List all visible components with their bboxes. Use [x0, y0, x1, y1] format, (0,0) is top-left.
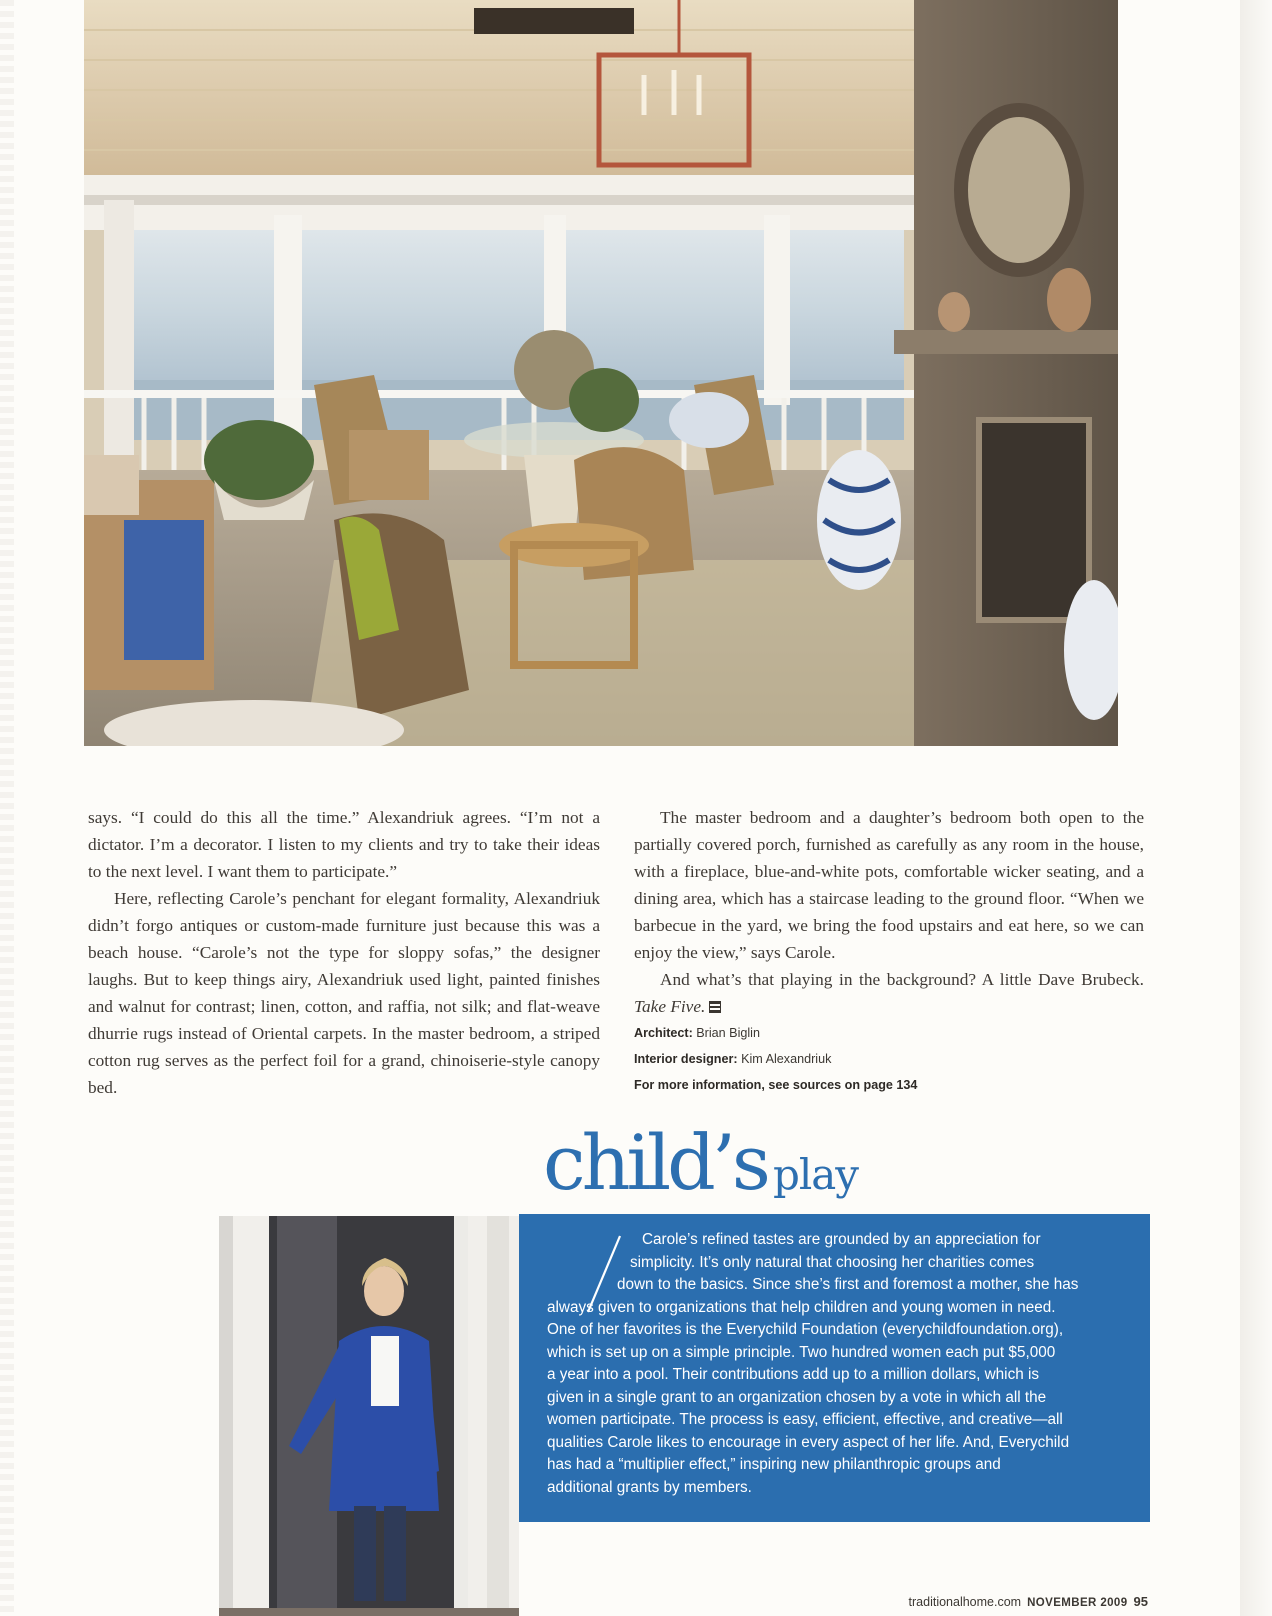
sidebar-line: always given to organizations that help children and young women in need. — [547, 1298, 1056, 1316]
portrait-photo — [219, 1216, 519, 1616]
page-shadow — [1240, 0, 1272, 1616]
architect-label: Architect: — [634, 1026, 693, 1040]
left-paragraph-2: Here, reflecting Carole’s penchant for elegant formality, Alexandriuk didn’t forgo antiques or custom-made furniture just because this was a beach house. “Carole’s not the type for sloppy sofas,” the designer laughs. But to keep things airy, Alexandriuk used light, painted finishes and walnut for contrast; linen, cotton, and raffia, not silk; and flat-weave dhurrie rugs instead of Oriental carpets. In the master bedroom, a striped cotton rug serves as the perfect foil for a grand, chinoiserie-style canopy bed. — [88, 889, 600, 1097]
designer-label: Interior designer: — [634, 1052, 738, 1066]
sidebar-text — [547, 1229, 1127, 1499]
left-paragraph-1: says. “I could do this all the time.” Alexandriuk agrees. “I’m not a dictator. I’m a decorator. I listen to my clients and try to take their ideas to the next level. I want them to participate.” — [88, 808, 600, 881]
page-folio — [888, 1594, 1148, 1609]
right-paragraph-2-lead: And what’s that playing in the background? A little Dave Brubeck. — [660, 970, 1144, 989]
folio-issue: NOVEMBER 2009 — [1027, 1597, 1128, 1609]
portrait-illustration — [219, 1216, 519, 1616]
architect-credit — [634, 1020, 1144, 1046]
sidebar-line: One of her favorites is the Everychild Foundation (everychildfoundation.org), — [547, 1321, 1064, 1338]
sidebar-line: additional grants by members. — [547, 1478, 752, 1496]
article-right-column — [634, 804, 1144, 1098]
song-title: Take Five. — [634, 997, 706, 1016]
designer-credit — [634, 1046, 1144, 1072]
page-number: 95 — [1133, 1594, 1148, 1609]
porch-photo — [84, 0, 1118, 746]
article-left-column — [88, 804, 600, 1101]
sidebar-line: Carole’s refined tastes are grounded by an appreciation for — [642, 1231, 1041, 1248]
right-paragraph-2 — [634, 966, 1144, 1020]
sidebar-line: down to the basics. Since she’s first and foremost a mother, she has — [617, 1276, 1079, 1293]
sidebar-title — [543, 1118, 883, 1208]
sidebar-line: a year into a pool. Their contributions add up to a million dollars, which is — [547, 1366, 1040, 1383]
sidebar-line: has had a “multiplier effect,” inspiring new philanthropic groups and — [547, 1456, 1001, 1473]
sidebar-line: given in a single grant to an organization chosen by a vote in which all the — [547, 1388, 1047, 1406]
designer-value: Kim Alexandriuk — [741, 1052, 832, 1066]
torn-page-edge — [0, 0, 14, 1616]
sources-note: For more information, see sources on page 134 — [634, 1078, 918, 1092]
end-mark-icon — [709, 1001, 721, 1013]
sidebar-line: women participate. The process is easy, efficient, effective, and creative—all — [547, 1411, 1063, 1428]
porch-illustration — [84, 0, 1118, 746]
right-paragraph-1: The master bedroom and a daughter’s bedroom both open to the partially covered porch, furnished as carefully as any room in the house, with a fireplace, blue-and-white pots, comfortable wicker seating, and a dining area, which has a staircase leading to the ground floor. “When we barbecue in the yard, we bring the food upstairs and eat here, so we can enjoy the view,” says Carole. — [634, 808, 1144, 962]
sidebar-line: which is set up on a simple principle. Two hundred women each put $5,000 — [547, 1343, 1056, 1361]
sidebar-title-main: child’s — [543, 1118, 767, 1207]
architect-value: Brian Biglin — [696, 1026, 760, 1040]
folio-site: traditionalhome.com — [908, 1595, 1022, 1609]
sidebar-line: simplicity. It’s only natural that choosing her charities comes — [630, 1253, 1035, 1271]
sidebar-line: qualities Carole likes to encourage in every aspect of her life. And, Everychild — [547, 1433, 1070, 1451]
sidebar-title-sub: play — [772, 1150, 859, 1199]
